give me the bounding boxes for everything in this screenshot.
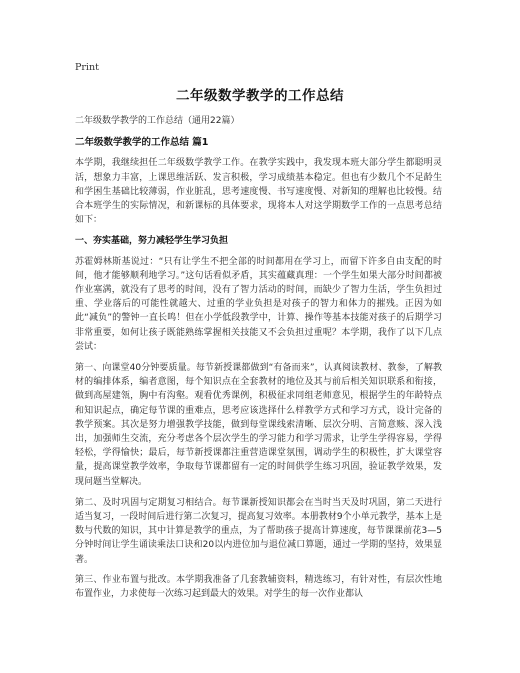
document-title: 二年级数学教学的工作总结 [176, 88, 344, 104]
heading-1: 一、夯实基础，努力减轻学生学习负担 [75, 236, 229, 247]
intro-paragraph: 本学期，我继续担任二年级数学教学工作。在教学实践中，我发现本班大部分学生都聪明灵活，想象力丰富，上课思维活跃、发言积极，学习成绩基本稳定。但也有少数几个不足龄生和学困生基础比较薄弱，作业脏乱，思考速度慢、书写速度慢、对新知的理解也比较慢。结合本班学生的实际情况，和新课标的具体要求，现将本人对这学期数学工作的一点思考总结如下： [75, 158, 442, 226]
paragraph-1: 苏霍姆林斯基说过：“只有让学生不把全部的时间都用在学习上，而留下许多自由支配的时间，他才能够顺利地学习。”这句话看似矛盾，其实蕴藏真理：一个学生如果大部分时间都被作业塞满，就没有了思考的时间，没有了智力活动的时间，而缺少了智力生活，学生负担过重、学业落后的可能性就越大、过重的学业负担是对孩子的智力和体力的摧残。正因为如此“减负”的警钟一直长鸣！但在小学低段教学中，计算、操作等基本技能对孩子的后期学习非常重要，如何让孩子既能熟练掌握相关技能又不会负担过重呢？本学期，我作了以下几点尝试： [75, 256, 442, 352]
document-subtitle: 二年级数学教学的工作总结（通用22篇） [75, 116, 240, 126]
print-label[interactable]: Print [75, 62, 99, 73]
paragraph-2: 第一、向课堂40分钟要质量。每节新授课都做到“有备而来”，认真阅读教材、教参，了解教材的编排体系，编者意图，每个知识点在全套教材的地位及其与前后相关知识联系和衔接，做到高屋建瓴，胸中有沟壑。观看优秀课例，积极征求同组老师意见，根据学生的年龄特点和知识起点，确定每节课的重难点，思考应该选择什么样教学方式和学习方式，设计完备的教学预案。其次是努力增强教学技能，做到每堂课线索清晰、层次分明、言简意赅、深入浅出，加强师生交流，充分考虑各个层次学生的学习能力和学习需求，让学生学得容易，学得轻松，学得愉快；最后，每节新授课都注重营造课堂氛围，调动学生的积极性，扩大课堂容量，提高课堂教学效率，争取每节课都留有一定的时间供学生练习巩固，验证教学效果，发现问题当堂解决。 [75, 363, 442, 487]
paragraph-4: 第三、作业布置与批改。本学期我准备了几套教辅资料，精选练习，有针对性，有层次性地布置作业，力求使每一次练习起到最大的效果。对学生的每一次作业都认 [75, 574, 442, 600]
section-title: 二年级数学教学的工作总结 篇1 [75, 137, 209, 149]
document-body [75, 114, 442, 608]
paragraph-3: 第二、及时巩固与定期复习相结合。每节课新授知识都会在当时当天及时巩固，第二天进行适当复习，一段时间后进行第二次复习，提高复习效率。本册教材9个小单元教学，基本上是数与代数的知识，其中计算是教学的重点，为了帮助孩子提高计算速度，每节课课前花3—5分钟时间让学生诵读乘法口诀和20以内进位加与退位减口算题，通过一学期的坚持，效果显著。 [75, 497, 442, 565]
